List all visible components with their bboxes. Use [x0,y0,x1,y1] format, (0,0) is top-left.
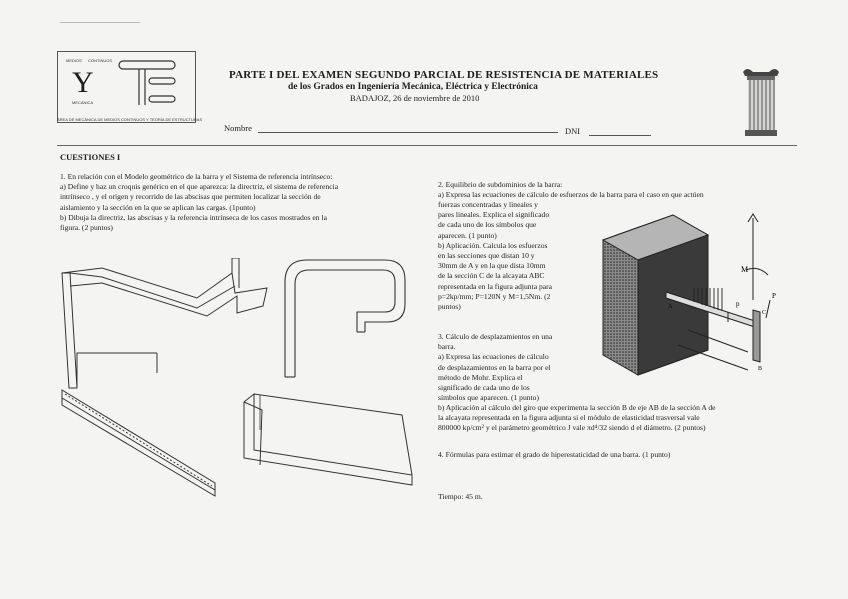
angle-profile-figure [232,390,422,495]
q3-line: símbolos que aparecen. (1 punto) [438,393,540,403]
q1-line: aislamiento y la sección en la que se aplican las cargas. (1punto) [60,202,256,212]
logo-letter-y: Y [72,66,94,99]
alcayata-figure [598,210,790,398]
scan-artifact [60,22,140,23]
time-limit: Tiempo: 45 m. [438,492,483,501]
logo-caption: ÁREA DE MECÁNICA DE MEDIOS CONTINUOS Y TEORÍA DE ESTRUCTURAS [57,117,203,122]
q2-line: en las secciones que distan 10 y [438,251,535,261]
dni-field[interactable] [589,135,651,136]
q3-line: significado de cada uno de los [438,383,530,393]
q3-line: de desplazamientos en la barra por el [438,362,551,372]
exam-title: PARTE I DEL EXAMEN SEGUNDO PARCIAL DE RESISTENCIA DE MATERIALES [229,69,659,81]
q4-line: 4. Fórmulas para estimar el grado de hiperestaticidad de una barra. (1 punto) [438,450,671,459]
section-title: CUESTIONES I [60,152,121,162]
q1-line: 1. En relación con el Modelo geométrico de la barra y el Sistema de referencia intrínseco: [60,172,333,181]
question-1 [60,172,400,233]
dni-label: DNI [565,126,581,136]
question-2 [438,180,783,200]
point-c-label: C [762,310,767,316]
question-4 [438,450,783,460]
q3-line: a) Expresa las ecuaciones de cálculo [438,352,549,362]
question-3 [438,332,583,403]
q3-line: 3. Cálculo de desplazamientos en una [438,332,553,341]
q2-line: de la sección C de la alcayata ABC [438,271,545,281]
q2-line: aparecen. (1 punto) [438,230,497,240]
q1-line: intrínseco , y el origen y recorrido de las abscisas que permiten localizar la sección de [60,192,321,202]
logo-text-medios: MEDIOS [66,58,82,63]
q2-line: p=2kp/mm; P=120N y M=1,5Nm. (2 [438,291,551,301]
q3-line: método de Mohr. Explica el [438,372,523,382]
q2-line: representada en la figura adjunta para [438,281,553,291]
q3-line: barra. [438,342,456,352]
point-b-label: B [758,366,763,372]
logo-text-continuos: CONTINUOS [88,58,112,63]
q2-line: 30mm de A y en la que dista 10mm [438,261,546,271]
column-emblem-icon [741,66,781,138]
force-label: P [772,292,776,300]
q2-line: 2. Equilibrio de subdominios de la barra: [438,180,563,189]
q2-line: puntos) [438,302,461,312]
q2-line: pares lineales. Explica el significado [438,210,550,220]
hook-figure [275,252,415,382]
q1-line: a) Define y haz un croquis genérico en el que aparezca: la directriz, el sistema de referencia [60,182,339,192]
q2-line: de cada uno de los símbolos que [438,220,537,230]
header-divider [57,145,797,146]
q3-line: la alcayata representada en la figura adjunta si el módulo de elasticidad trasversal vale [438,413,700,423]
question-3-continued [438,403,783,434]
q2-line: a) Expresa las ecuaciones de cálculo de esfuerzos de la barra para el caso en que actúen [438,190,704,200]
logo-te-icon [115,58,178,108]
point-a-label: A [668,304,673,310]
bent-bar-figure [57,258,277,398]
beam-figure [57,378,222,498]
q1-line: figura. (2 puntos) [60,223,113,233]
exam-subtitle: de los Grados en Ingeniería Mecánica, Eléctrica y Electrónica [288,82,538,92]
name-label: Nombre [224,123,252,133]
name-field[interactable] [258,132,558,133]
q2-line: fuerzas concentradas y lineales y [438,200,538,209]
q2-line: b) Aplicación. Calcula los esfuerzos [438,240,548,250]
load-label: p [736,300,740,308]
question-2-continued [438,200,583,312]
q3-line: b) Aplicación al cálculo del giro que experimenta la sección B de eje AB de la sección A de [438,403,716,412]
q3-line: 800000 kp/cm² y el parámetro geométrico J vale πd⁴/32 siendo d el diámetro. (2 puntos) [438,423,706,433]
q1-line: b) Dibuja la directriz, las abscisas y la referencia intrínseca de los casos mostrados en la [60,212,327,222]
exam-date: BADAJOZ, 26 de noviembre de 2010 [350,93,480,103]
moment-label: M [741,265,749,274]
logo-text-mecanica: MECÁNICA [72,100,94,105]
